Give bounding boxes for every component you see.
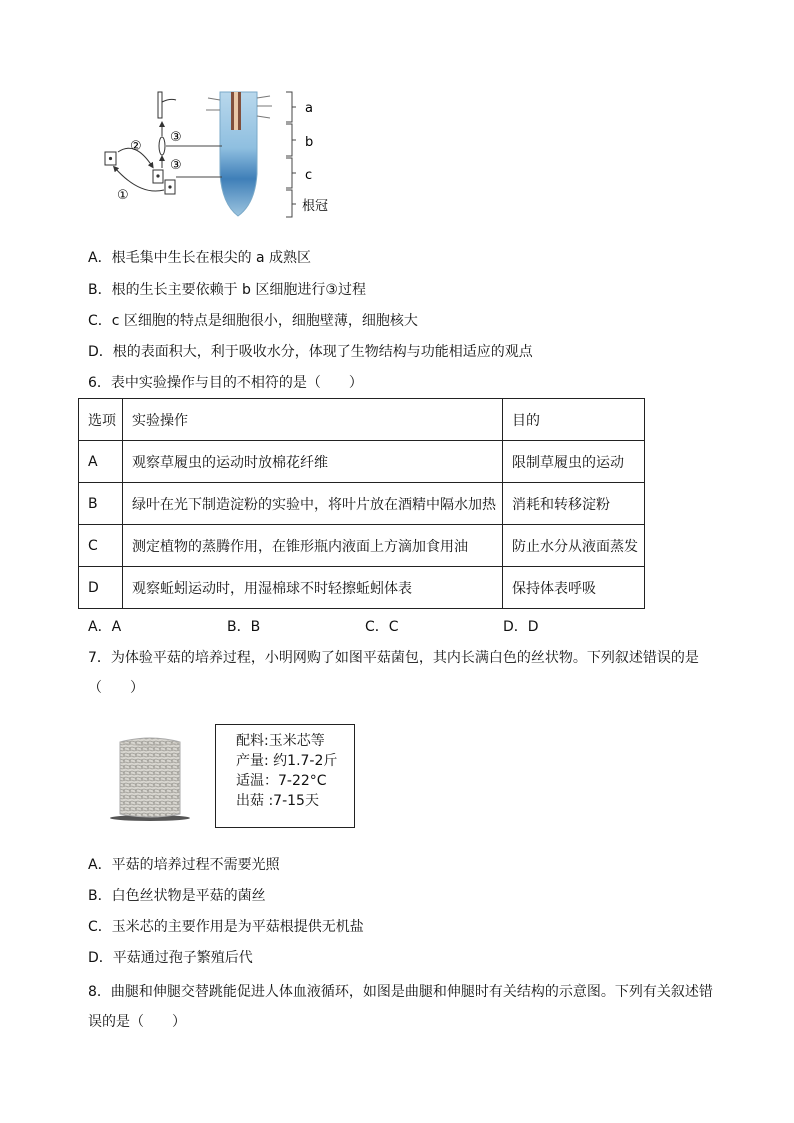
table-header-cell: 目的 [503, 399, 645, 441]
label-3-upper: ③ [170, 130, 182, 145]
table-row [79, 483, 645, 525]
table-cell: 观察草履虫的运动时放棉花纤维 [123, 441, 503, 483]
table-row [79, 567, 645, 609]
table-cell: B [79, 483, 123, 525]
q5-option-d: D．根的表面积大，利于吸收水分，体现了生物结构与功能相适应的观点 [88, 344, 533, 360]
label-1: ① [117, 188, 129, 203]
mushroom-bag-image [108, 734, 192, 822]
vascular-core [234, 92, 238, 130]
table-header-cell: 实验操作 [123, 399, 503, 441]
q6-answer-b: B．B [227, 619, 261, 635]
label-c: c [305, 168, 313, 183]
table-row [79, 441, 645, 483]
table-cell: 限制草履虫的运动 [503, 441, 645, 483]
q5-option-a: A．根毛集中生长在根尖的 a 成熟区 [88, 250, 312, 266]
bracket-a [286, 92, 296, 122]
q7-stem-line2: （ ） [88, 680, 144, 696]
label-b: b [305, 135, 314, 150]
table-cell: A [79, 441, 123, 483]
q7-stem-line1: 7．为体验平菇的培养过程，小明网购了如图平菇菌包，其内长满白色的丝状物。下列叙述错误的是 [88, 650, 699, 666]
table-header-cell: 选项 [79, 399, 123, 441]
bracket-root-cap [286, 190, 296, 217]
q7-option-b: B．白色丝状物是平菇的菌丝 [88, 888, 266, 904]
label-temperature: 适温：7-22°C [236, 773, 327, 789]
table-cell: 防止水分从液面蒸发 [503, 525, 645, 567]
q5-option-b: B．根的生长主要依赖于 b 区细胞进行③过程 [88, 282, 366, 298]
q6-answer-c: C．C [365, 619, 399, 635]
table-cell: 消耗和转移淀粉 [503, 483, 645, 525]
label-a: a [305, 101, 313, 116]
root-hair-cell [158, 92, 162, 118]
q7-option-c: C．玉米芯的主要作用是为平菇根提供无机盐 [88, 919, 364, 935]
table-cell: 保持体表呼吸 [503, 567, 645, 609]
table-cell: 测定植物的蒸腾作用，在锥形瓶内液面上方滴加食用油 [123, 525, 503, 567]
mushroom-bag-picture [108, 734, 192, 822]
table-row [79, 525, 645, 567]
q7-option-d: D．平菇通过孢子繁殖后代 [88, 950, 253, 966]
q5-option-c: C．c 区细胞的特点是细胞很小，细胞壁薄，细胞核大 [88, 313, 418, 329]
table-cell: C [79, 525, 123, 567]
q6-answer-a: A．A [88, 619, 122, 635]
q7-option-a: A．平菇的培养过程不需要光照 [88, 857, 280, 873]
experiment-table [78, 398, 645, 609]
table-cell: 绿叶在光下制造淀粉的实验中，将叶片放在酒精中隔水加热 [123, 483, 503, 525]
label-fruiting: 出菇 :7-15天 [236, 793, 319, 809]
label-ingredients: 配料:玉米芯等 [236, 733, 325, 749]
root-tip-diagram [100, 86, 340, 221]
label-3-lower: ③ [170, 158, 182, 173]
label-yield: 产量: 约1.7-2斤 [236, 753, 338, 769]
bracket-b [286, 124, 296, 156]
bracket-c [286, 158, 296, 188]
q6-stem: 6．表中实验操作与目的不相符的是（ ） [88, 375, 363, 391]
q8-stem-line1: 8．曲腿和伸腿交替跳能促进人体血液循环，如图是曲腿和伸腿时有关结构的示意图。下列有关叙述错 [88, 984, 713, 1000]
table-cell: D [79, 567, 123, 609]
root-tip-figure [100, 86, 340, 221]
table-cell: 观察蚯蚓运动时，用湿棉球不时轻擦蚯蚓体表 [123, 567, 503, 609]
label-root-cap: 根冠 [302, 199, 329, 214]
elongated-cell [159, 137, 165, 155]
label-2: ② [130, 139, 142, 154]
q6-answer-d: D．D [503, 619, 539, 635]
product-label-box [215, 724, 355, 828]
table-header-row [79, 399, 645, 441]
q8-stem-line2: 误的是（ ） [88, 1014, 186, 1030]
